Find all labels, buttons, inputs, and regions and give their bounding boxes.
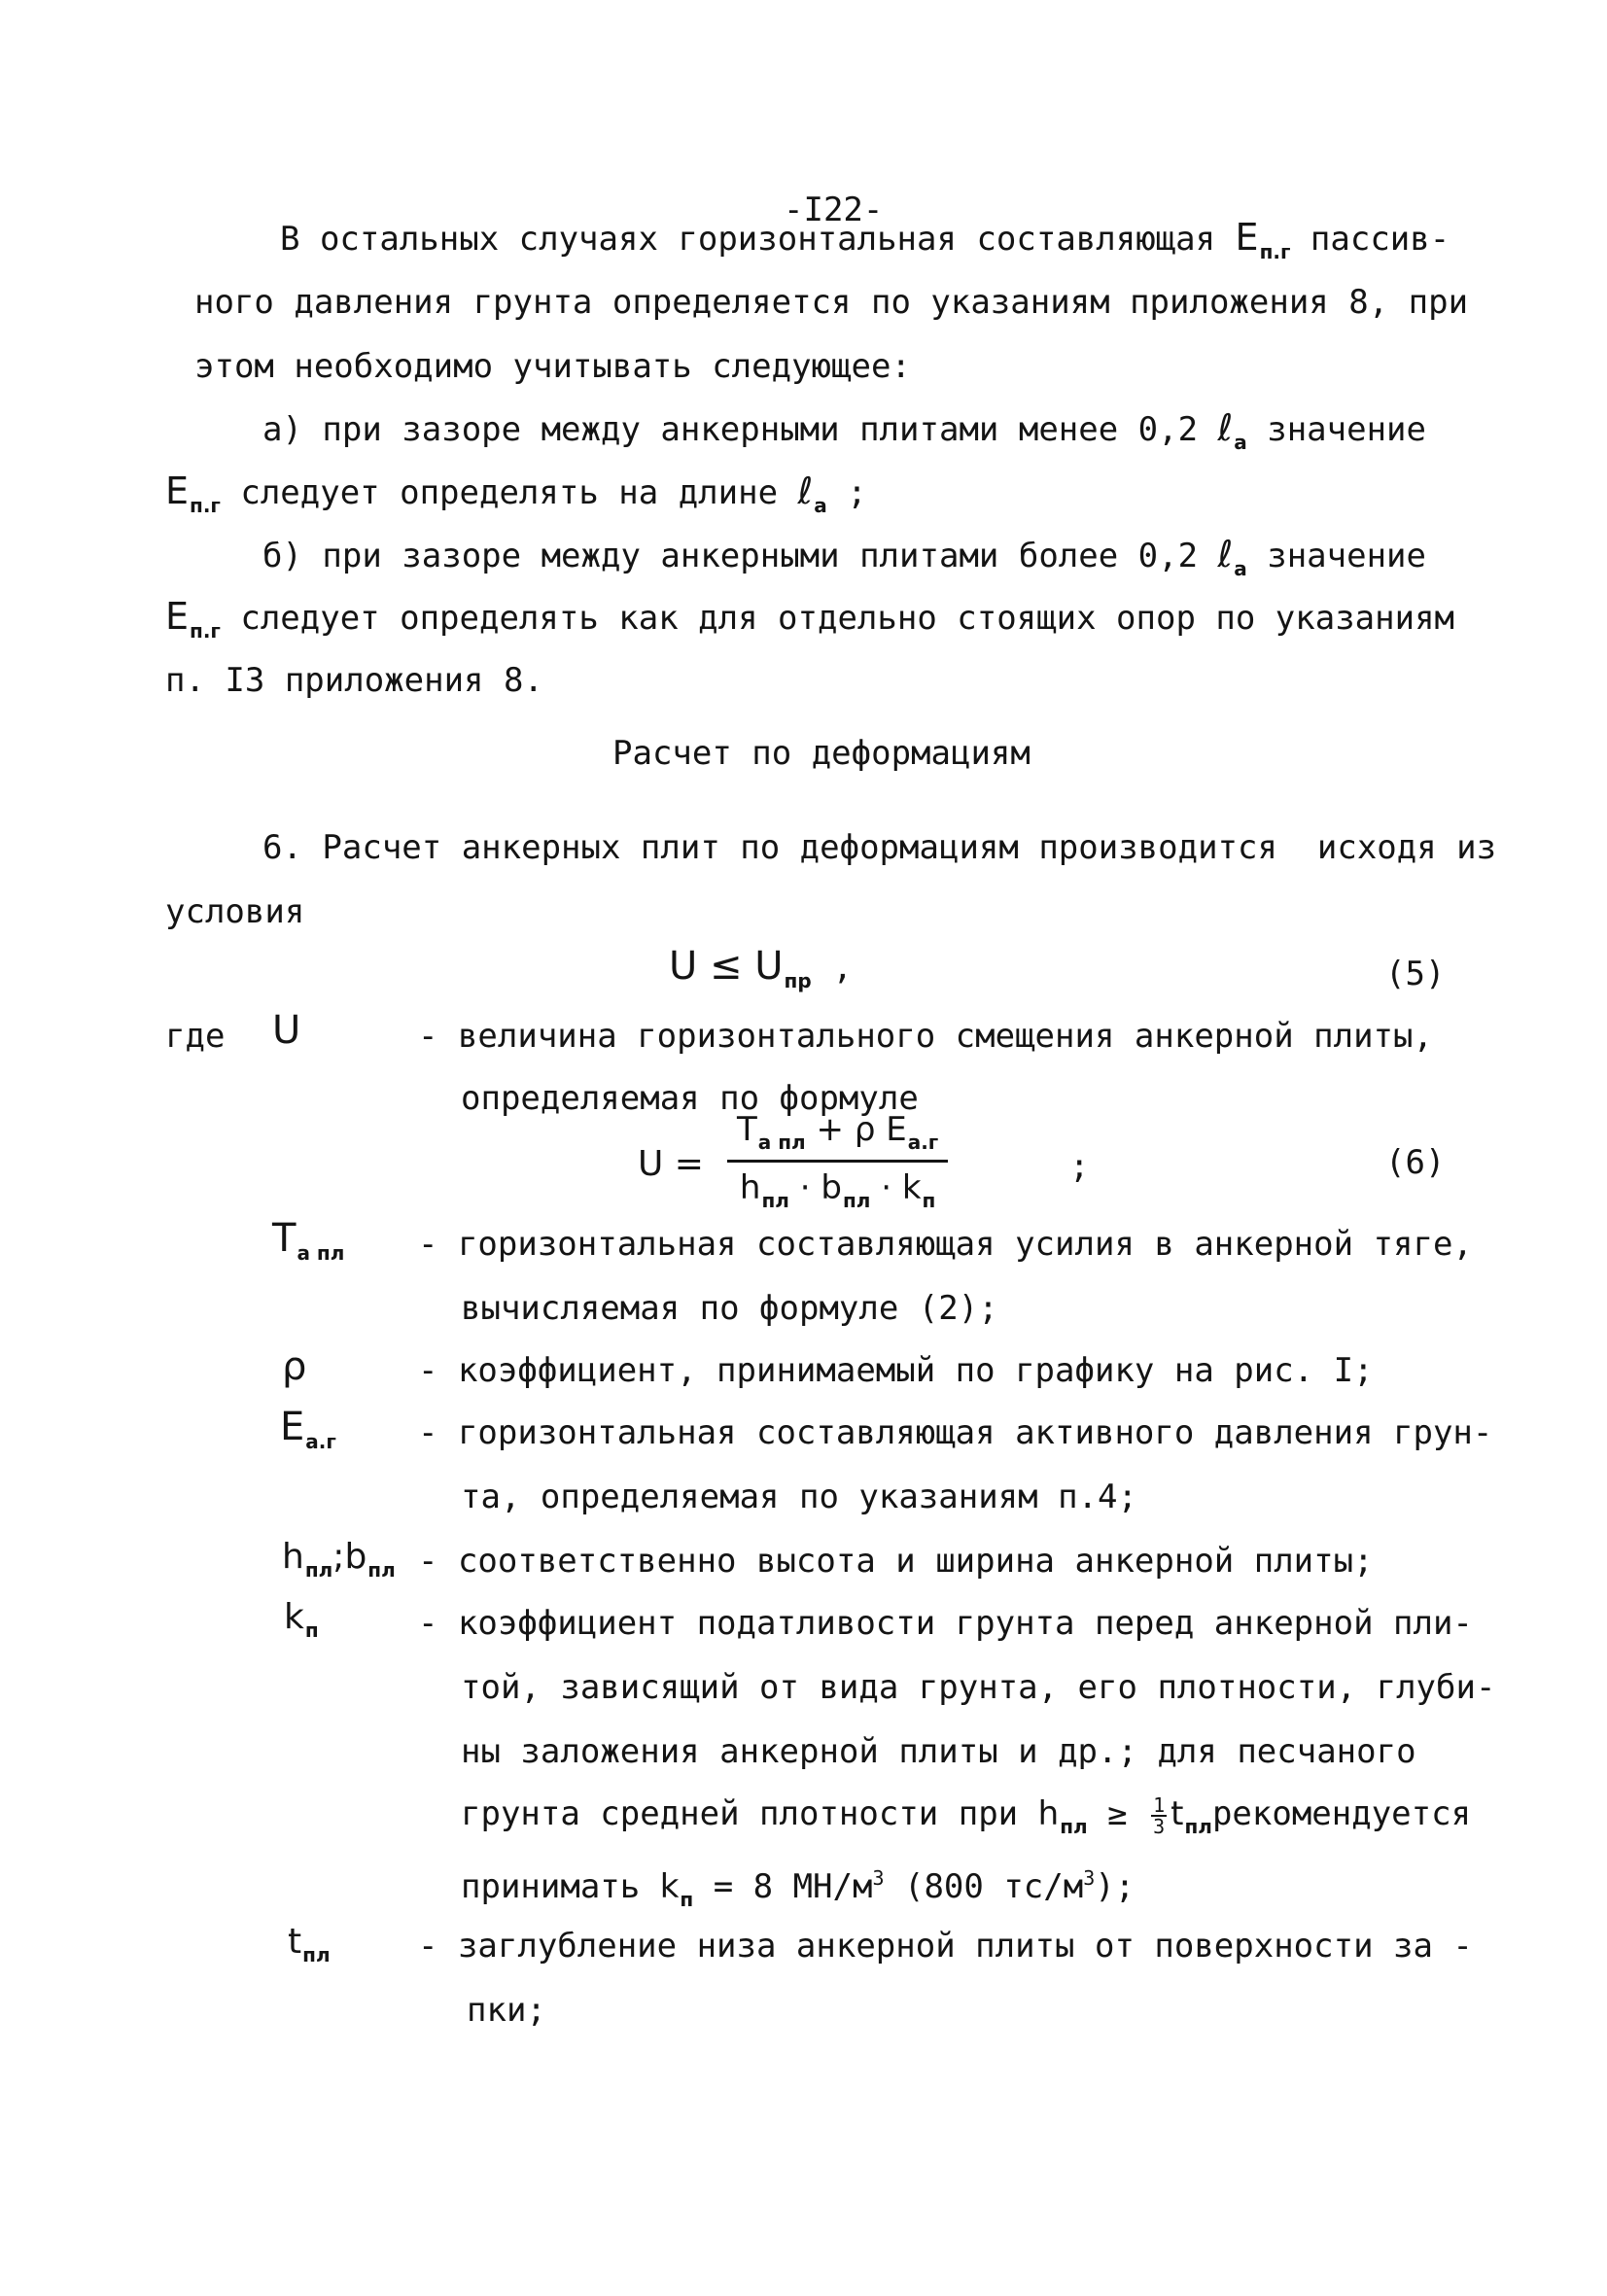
def-symbol-rho: ρ — [282, 1344, 307, 1389]
def-k-value-alt: (800 тс/м — [884, 1867, 1084, 1906]
symbol-E-pg-sub: п.г — [190, 494, 221, 517]
formula-6-numerator — [727, 1110, 948, 1160]
fraction-numerator: 1 — [1153, 1792, 1166, 1817]
intro-line-1-text: В остальных случаях горизонтальная составляющая — [280, 220, 1236, 259]
symbol-separator: ; — [332, 1537, 345, 1577]
def-k-line-3: ны заложения анкерной плиты и др.; для песчаного — [461, 1732, 1416, 1771]
symbol-h-pl — [1037, 1794, 1088, 1838]
formula-6-den-sub-pl: пл — [761, 1189, 789, 1212]
symbol-l-a — [797, 470, 827, 517]
def-E-line-2: та, определяемая по указаниям п.4; — [461, 1478, 1137, 1516]
intro-line-2: ного давления грунта определяется по указаниям приложения 8, при — [194, 283, 1469, 322]
para6-line-1: 6. Расчет анкерных плит по деформациям производится исходя из — [262, 828, 1497, 867]
symbol-E-letter: E — [1235, 216, 1259, 259]
symbol-b-letter: b — [344, 1537, 367, 1577]
def-t-line-1: - заглубление низа анкерной плиты от поверхности за - — [418, 1927, 1473, 1966]
symbol-h-sub: пл — [304, 1558, 333, 1582]
symbol-l-sub: а — [1234, 557, 1247, 580]
item-b-line-1-end: значение — [1246, 537, 1426, 575]
symbol-l-a — [1217, 533, 1247, 580]
symbol-l-sub: а — [1234, 431, 1247, 454]
para6-line-2: условия — [165, 892, 305, 931]
fraction-one-third — [1151, 1792, 1167, 1838]
symbol-E-letter: E — [165, 595, 190, 638]
def-symbol-hb — [282, 1536, 396, 1591]
item-b-line-3: п. I3 приложения 8. — [165, 661, 543, 700]
symbol-E-pg — [165, 470, 221, 517]
formula-6-num-sub: а пл — [757, 1131, 806, 1154]
def-k-line-4-end: рекомендуется — [1211, 1794, 1472, 1833]
symbol-h-sub: пл — [1060, 1815, 1088, 1838]
symbol-l-sub: а — [814, 494, 827, 517]
superscript-3: 3 — [872, 1866, 885, 1890]
intro-line-3: этом необходимо учитывать следующее: — [194, 347, 911, 386]
symbol-t-letter: t — [1170, 1794, 1184, 1833]
formula-6-lhs: U = — [638, 1144, 704, 1184]
formula-5-tail: , — [811, 944, 849, 989]
def-symbol-t — [288, 1921, 331, 1976]
symbol-k-n — [659, 1867, 694, 1911]
item-b-line-2-text: следует определять как для отдельно стоящих опор по указаниям — [220, 599, 1455, 638]
formula-6-den-b: · b — [788, 1168, 842, 1207]
def-rho: - коэффициент, принимаемый по графику на рис. I; — [418, 1351, 1374, 1390]
symbol-k-sub: п — [680, 1888, 694, 1911]
def-k-line-4 — [461, 1794, 1471, 1846]
intro-line-1-end: пассив- — [1290, 220, 1450, 259]
formula-6-den-h: h — [739, 1168, 761, 1207]
symbol-l-letter: ℓ — [1217, 533, 1234, 575]
def-symbol-E-ag — [280, 1406, 336, 1463]
symbol-t-pl — [1170, 1794, 1212, 1838]
formula-6-num-T: T — [737, 1110, 757, 1149]
def-U-line-1: - величина горизонтального смещения анкерной плиты, — [418, 1017, 1433, 1056]
formula-5-sub: пр — [784, 969, 812, 992]
fraction-denominator: 3 — [1153, 1814, 1166, 1838]
symbol-t-letter: t — [288, 1922, 302, 1962]
formula-6-tail: ; — [1069, 1147, 1090, 1186]
formula-6-num-sub2: а.г — [907, 1131, 939, 1154]
section-title: Расчет по деформациям — [612, 734, 1031, 773]
formula-6-den-k: · k — [870, 1168, 922, 1207]
formula-5 — [669, 945, 849, 1002]
symbol-l-letter: ℓ — [1217, 406, 1234, 449]
symbol-h-letter: h — [1037, 1794, 1060, 1833]
def-k-line-1: - коэффициент податливости грунта перед анкерной пли- — [418, 1604, 1473, 1643]
def-symbol-k — [284, 1596, 319, 1652]
symbol-k-letter: k — [659, 1867, 680, 1906]
symbol-t-sub: пл — [1184, 1815, 1212, 1838]
def-k-line-5 — [461, 1859, 1135, 1919]
item-a-line-2 — [165, 471, 867, 525]
symbol-E-ag-sub: а.г — [305, 1430, 336, 1453]
def-symbol-T — [272, 1217, 344, 1274]
formula-6-num-mid: + ρ E — [805, 1110, 907, 1149]
item-a-line-2-end: ; — [826, 473, 867, 512]
formula-5-number: (5) — [1385, 955, 1446, 993]
formula-6-denominator — [727, 1160, 948, 1212]
formula-6-den-sub-k: п — [922, 1189, 936, 1212]
def-T-line-1: - горизонтальная составляющая усилия в анкерной тяге, — [418, 1225, 1473, 1264]
def-t-line-2: пки; — [467, 1991, 546, 2030]
symbol-k-sub: п — [304, 1618, 319, 1642]
symbol-h-letter: h — [282, 1537, 304, 1577]
intro-line-1 — [280, 218, 1450, 271]
def-k-value: = 8 МН/м — [693, 1867, 873, 1906]
symbol-T-letter: T — [272, 1216, 297, 1261]
symbol-E-pg-sub: п.г — [1259, 240, 1291, 263]
symbol-E-letter: E — [165, 470, 190, 512]
def-U-line-2: определяемая по формуле — [461, 1079, 919, 1118]
item-b-line-1-text: б) при зазоре между анкерными плитами более 0,2 — [262, 537, 1218, 575]
symbol-l-a — [1217, 406, 1247, 454]
symbol-t-sub: пл — [302, 1943, 331, 1966]
symbol-k-letter: k — [284, 1597, 304, 1637]
formula-6-fraction — [727, 1110, 948, 1212]
item-a-line-1 — [262, 408, 1426, 462]
formula-6-number: (6) — [1385, 1143, 1446, 1182]
def-k-line-5-end: ); — [1095, 1867, 1135, 1906]
def-E-line-1: - горизонтальная составляющая активного давления грун- — [418, 1413, 1493, 1452]
where-label: где — [165, 1017, 226, 1056]
def-hb: - соответственно высота и ширина анкерной плиты; — [418, 1542, 1374, 1581]
def-k-line-2: той, зависящий от вида грунта, его плотности, глуби- — [461, 1668, 1496, 1707]
def-k-ge: ≥ — [1087, 1794, 1148, 1833]
superscript-3: 3 — [1083, 1866, 1096, 1890]
symbol-E-letter: E — [280, 1405, 305, 1449]
def-k-line-4-text: грунта средней плотности при — [461, 1794, 1038, 1833]
formula-5-lhs: U ≤ U — [669, 944, 784, 989]
def-symbol-U: U — [272, 1008, 301, 1053]
item-b-line-2 — [165, 597, 1454, 650]
item-a-line-1-end: значение — [1246, 410, 1426, 449]
def-k-line-5-text: принимать — [461, 1867, 660, 1906]
def-T-line-2: вычисляемая по формуле (2); — [461, 1289, 998, 1328]
item-a-line-2-text: следует определять на длине — [220, 473, 798, 512]
item-b-line-1 — [262, 535, 1426, 588]
symbol-b-sub: пл — [367, 1558, 396, 1582]
symbol-l-letter: ℓ — [797, 470, 814, 512]
symbol-E-pg — [165, 595, 221, 643]
symbol-E-pg-sub: п.г — [190, 619, 221, 643]
symbol-E-pg — [1235, 216, 1291, 263]
symbol-T-sub: а пл — [297, 1241, 345, 1265]
item-a-line-1-text: а) при зазоре между анкерными плитами менее 0,2 — [262, 410, 1218, 449]
formula-6-den-sub-pl-2: пл — [842, 1189, 871, 1212]
page-number: -I22- — [784, 191, 884, 229]
